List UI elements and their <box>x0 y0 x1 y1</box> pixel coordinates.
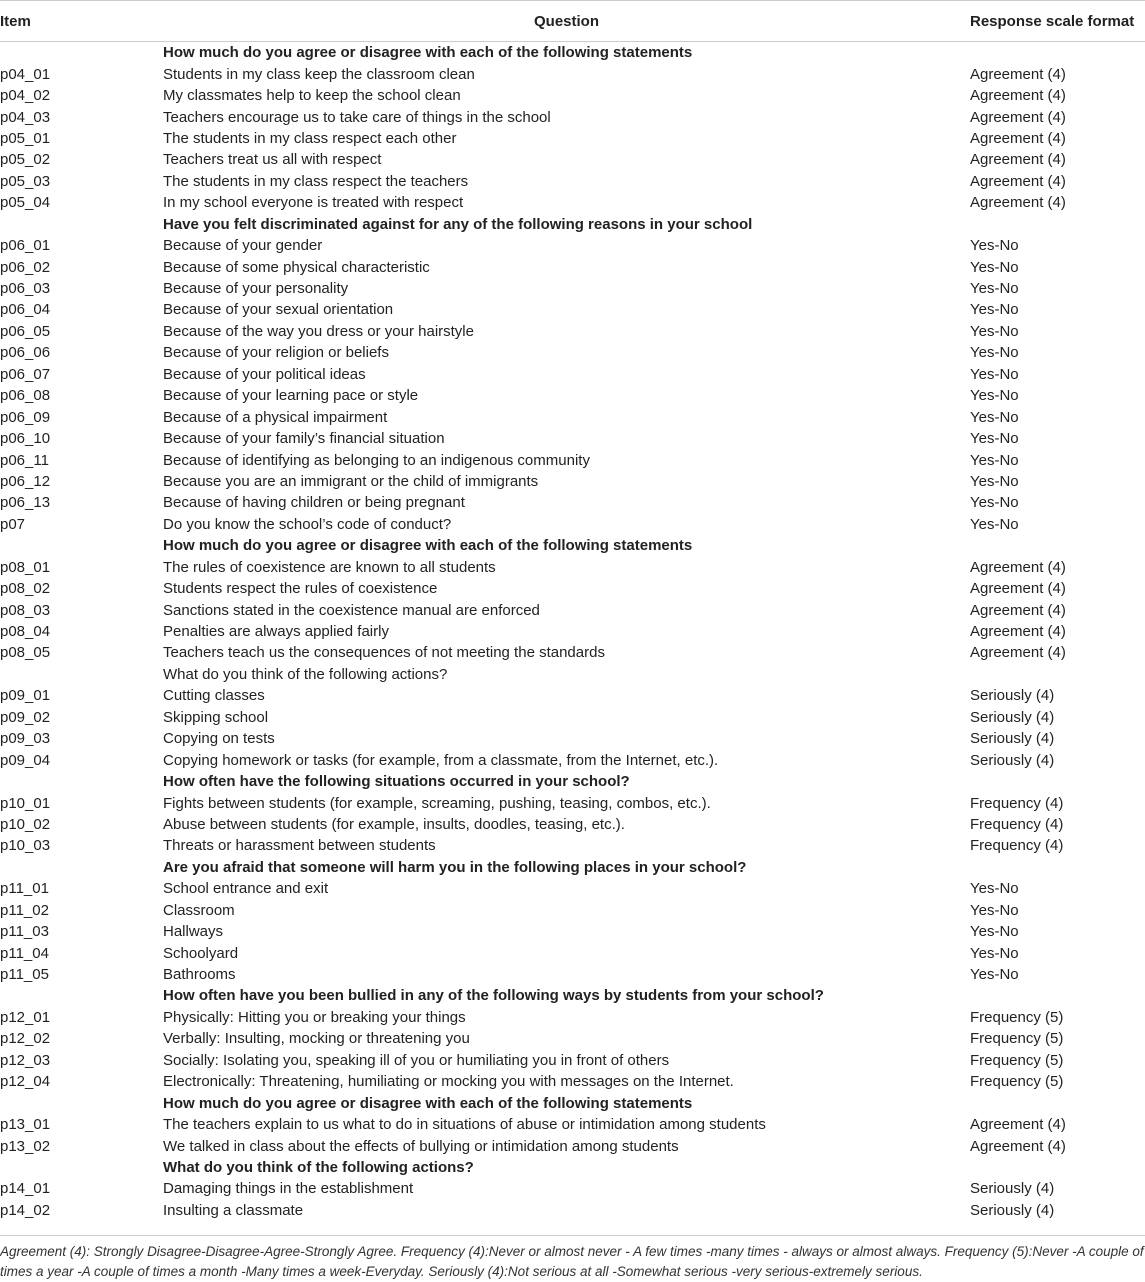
item-cell: p06_06 <box>0 344 51 362</box>
question-cell: Socially: Isolating you, speaking ill of you or humiliating you in front of others <box>163 1051 670 1069</box>
question-cell: Hallways <box>163 923 224 941</box>
item-cell: p12_01 <box>0 1008 51 1026</box>
question-cell: Are you afraid that someone will harm you in the following places in your school? <box>163 858 747 876</box>
item-cell: p05_03 <box>0 172 51 190</box>
item-cell <box>0 1092 163 1113</box>
table-row <box>0 1114 1145 1135</box>
table-row <box>0 707 1145 728</box>
table-row <box>0 878 1145 899</box>
item-cell: p06_08 <box>0 387 51 405</box>
scale-cell: Seriously (4) <box>970 730 1055 748</box>
question-cell: The students in my class respect the teachers <box>163 172 469 190</box>
question-cell: Threats or harassment between students <box>163 837 436 855</box>
item-cell: p08_03 <box>0 601 51 619</box>
scale-cell <box>970 535 1145 556</box>
table-row <box>0 385 1145 406</box>
table-row <box>0 449 1145 470</box>
scale-cell: Agreement (4) <box>970 601 1066 619</box>
table-bottom-rule <box>0 1235 1145 1236</box>
question-cell: Because of your religion or beliefs <box>163 344 389 362</box>
scale-cell <box>970 1157 1145 1178</box>
item-cell <box>0 42 163 64</box>
item-cell: p08_05 <box>0 644 51 662</box>
section-header-row <box>0 214 1145 235</box>
scale-cell: Yes-No <box>970 472 1019 490</box>
item-cell: p09_01 <box>0 687 51 705</box>
question-cell: Teachers teach us the consequences of not meeting the standards <box>163 644 605 662</box>
scale-cell: Agreement (4) <box>970 65 1066 83</box>
table-row <box>0 814 1145 835</box>
table-row <box>0 942 1145 963</box>
item-cell: p08_02 <box>0 580 51 598</box>
question-cell: Because of your political ideas <box>163 365 366 383</box>
scale-cell: Agreement (4) <box>970 623 1066 641</box>
table-row <box>0 1135 1145 1156</box>
item-cell: p09_02 <box>0 708 51 726</box>
scale-cell: Yes-No <box>970 301 1019 319</box>
item-cell <box>0 535 163 556</box>
table-row <box>0 664 1145 685</box>
table-footnote: Agreement (4): Strongly Disagree-Disagree-Agree-Strongly Agree. Frequency (4):Never or almost never - A few times -many times - always or almost always. Frequency (5):Never -A couple of times a year -A couple of times a month -Many times a week-Everyday. Seriously (4):Not serious at all -Somewhat serious -very serious-extremely serious. <box>0 1244 1144 1279</box>
table-row <box>0 299 1145 320</box>
section-header-row <box>0 985 1145 1006</box>
item-cell <box>0 857 163 878</box>
scale-cell: Seriously (4) <box>970 751 1055 769</box>
table-row <box>0 599 1145 620</box>
section-header-row <box>0 857 1145 878</box>
table-row <box>0 749 1145 770</box>
item-cell: p09_03 <box>0 730 51 748</box>
item-cell <box>0 214 163 235</box>
item-cell: p05_01 <box>0 129 51 147</box>
table-row <box>0 1178 1145 1199</box>
scale-cell: Agreement (4) <box>970 87 1066 105</box>
question-cell: Because of some physical characteristic <box>163 258 430 276</box>
question-cell: Because of your learning pace or style <box>163 387 419 405</box>
table-row <box>0 728 1145 749</box>
scale-cell: Agreement (4) <box>970 580 1066 598</box>
question-cell: Because of your gender <box>163 237 323 255</box>
question-cell: Sanctions stated in the coexistence manual are enforced <box>163 601 540 619</box>
item-cell: p14_02 <box>0 1201 51 1219</box>
question-cell: Insulting a classmate <box>163 1201 304 1219</box>
item-cell: p11_05 <box>0 966 49 984</box>
scale-cell: Agreement (4) <box>970 194 1066 212</box>
question-cell: Verbally: Insulting, mocking or threatening you <box>163 1030 470 1048</box>
question-cell: Skipping school <box>163 708 269 726</box>
item-cell <box>0 1157 163 1178</box>
scale-cell: Yes-No <box>970 966 1019 984</box>
section-header-row <box>0 1092 1145 1113</box>
table-body <box>0 42 1145 1224</box>
item-cell: p06_10 <box>0 430 51 448</box>
item-cell: p06_04 <box>0 301 51 319</box>
question-cell: Bathrooms <box>163 966 236 984</box>
question-cell: How much do you agree or disagree with each of the following statements <box>163 537 693 555</box>
question-cell: Copying homework or tasks (for example, from a classmate, from the Internet, etc.). <box>163 751 719 769</box>
item-cell: p11_01 <box>0 880 49 898</box>
header-scale: Response scale format <box>970 1 1145 42</box>
item-cell: p13_02 <box>0 1137 51 1155</box>
scale-cell <box>970 1092 1145 1113</box>
scale-cell: Yes-No <box>970 387 1019 405</box>
item-cell: p05_04 <box>0 194 51 212</box>
scale-cell: Yes-No <box>970 515 1019 533</box>
question-cell: Teachers treat us all with respect <box>163 151 382 169</box>
question-cell: Because of your personality <box>163 280 349 298</box>
item-cell: p08_01 <box>0 558 51 576</box>
item-cell: p10_01 <box>0 794 51 812</box>
section-header-row <box>0 1157 1145 1178</box>
question-cell: Abuse between students (for example, insults, doodles, teasing, etc.). <box>163 815 625 833</box>
table-row <box>0 128 1145 149</box>
scale-cell: Seriously (4) <box>970 687 1055 705</box>
table-row <box>0 364 1145 385</box>
item-cell: p06_05 <box>0 322 51 340</box>
scale-cell: Yes-No <box>970 430 1019 448</box>
scale-cell: Agreement (4) <box>970 129 1066 147</box>
question-cell: Because you are an immigrant or the child of immigrants <box>163 472 539 490</box>
table-row <box>0 342 1145 363</box>
scale-cell: Yes-No <box>970 408 1019 426</box>
table-row <box>0 406 1145 427</box>
table-row <box>0 428 1145 449</box>
question-cell: How much do you agree or disagree with each of the following statements <box>163 44 693 62</box>
item-cell: p06_11 <box>0 451 49 469</box>
item-cell: p06_02 <box>0 258 51 276</box>
table-row <box>0 63 1145 84</box>
scale-cell: Yes-No <box>970 322 1019 340</box>
item-cell: p06_03 <box>0 280 51 298</box>
question-cell: What do you think of the following actions? <box>163 1158 474 1176</box>
scale-cell: Frequency (5) <box>970 1030 1064 1048</box>
question-cell: Penalties are always applied fairly <box>163 623 389 641</box>
question-cell: Because of the way you dress or your hairstyle <box>163 322 474 340</box>
scale-cell: Yes-No <box>970 944 1019 962</box>
table-row <box>0 964 1145 985</box>
question-cell: How often have the following situations occurred in your school? <box>163 773 630 791</box>
question-cell: Because of having children or being pregnant <box>163 494 465 512</box>
table-row <box>0 642 1145 663</box>
question-cell: Schoolyard <box>163 944 239 962</box>
scale-cell <box>970 985 1145 1006</box>
scale-cell: Agreement (4) <box>970 1116 1066 1134</box>
item-cell <box>0 771 163 792</box>
table-row <box>0 321 1145 342</box>
scale-cell: Yes-No <box>970 365 1019 383</box>
item-cell: p04_01 <box>0 65 51 83</box>
item-cell: p06_09 <box>0 408 51 426</box>
table-row <box>0 557 1145 578</box>
section-header-row <box>0 42 1145 64</box>
item-cell: p04_03 <box>0 108 51 126</box>
scale-cell: Seriously (4) <box>970 1180 1055 1198</box>
question-cell: My classmates help to keep the school clean <box>163 87 461 105</box>
scale-cell: Yes-No <box>970 280 1019 298</box>
item-cell: p12_03 <box>0 1051 51 1069</box>
scale-cell: Yes-No <box>970 923 1019 941</box>
item-cell: p07 <box>0 515 26 533</box>
table-row <box>0 514 1145 535</box>
item-cell: p09_04 <box>0 751 51 769</box>
question-cell: The rules of coexistence are known to all students <box>163 558 496 576</box>
question-cell: What do you think of the following actions? <box>163 665 448 683</box>
table-row <box>0 256 1145 277</box>
question-cell: Physically: Hitting you or breaking your things <box>163 1008 466 1026</box>
section-header-row <box>0 535 1145 556</box>
table-row <box>0 235 1145 256</box>
item-cell: p06_12 <box>0 472 51 490</box>
item-cell: p11_03 <box>0 923 49 941</box>
scale-cell <box>970 771 1145 792</box>
table-row <box>0 171 1145 192</box>
table-row <box>0 471 1145 492</box>
section-header-row <box>0 771 1145 792</box>
table-row <box>0 149 1145 170</box>
scale-cell: Seriously (4) <box>970 1201 1055 1219</box>
scale-cell: Agreement (4) <box>970 108 1066 126</box>
scale-cell: Frequency (5) <box>970 1073 1064 1091</box>
question-cell: How much do you agree or disagree with each of the following statements <box>163 1094 693 1112</box>
table-row <box>0 578 1145 599</box>
scale-cell <box>970 214 1145 235</box>
question-cell: Fights between students (for example, screaming, pushing, teasing, combos, etc.). <box>163 794 711 812</box>
question-cell: How often have you been bullied in any of the following ways by students from your school? <box>163 987 824 1005</box>
header-question: Question <box>163 1 970 42</box>
item-cell: p06_01 <box>0 237 51 255</box>
item-cell: p06_07 <box>0 365 51 383</box>
question-cell: Classroom <box>163 901 235 919</box>
question-cell: Have you felt discriminated against for any of the following reasons in your school <box>163 215 753 233</box>
table-row <box>0 1007 1145 1028</box>
question-cell: Teachers encourage us to take care of things in the school <box>163 108 551 126</box>
question-cell: Because of a physical impairment <box>163 408 388 426</box>
scale-cell: Yes-No <box>970 344 1019 362</box>
table-row <box>0 192 1145 213</box>
scale-cell: Frequency (4) <box>970 815 1064 833</box>
item-cell: p12_02 <box>0 1030 51 1048</box>
table-row <box>0 921 1145 942</box>
item-cell: p11_04 <box>0 944 49 962</box>
scale-cell: Yes-No <box>970 451 1019 469</box>
question-cell: Students in my class keep the classroom clean <box>163 65 475 83</box>
question-cell: In my school everyone is treated with respect <box>163 194 464 212</box>
header-row <box>0 1 1145 42</box>
scale-cell: Yes-No <box>970 237 1019 255</box>
table-row <box>0 106 1145 127</box>
item-cell: p06_13 <box>0 494 51 512</box>
question-cell: School entrance and exit <box>163 880 329 898</box>
item-cell <box>0 664 163 685</box>
table-row <box>0 1200 1145 1223</box>
item-cell: p14_01 <box>0 1180 51 1198</box>
scale-cell: Frequency (5) <box>970 1051 1064 1069</box>
table-row <box>0 1071 1145 1092</box>
scale-cell: Agreement (4) <box>970 558 1066 576</box>
table-header <box>0 1 1145 42</box>
item-cell <box>0 985 163 1006</box>
scale-cell: Yes-No <box>970 880 1019 898</box>
question-cell: Damaging things in the establishment <box>163 1180 414 1198</box>
header-item: Item <box>0 1 163 42</box>
question-cell: The teachers explain to us what to do in situations of abuse or intimidation among students <box>163 1116 766 1134</box>
scale-cell <box>970 42 1145 64</box>
scale-cell: Agreement (4) <box>970 644 1066 662</box>
scale-cell: Agreement (4) <box>970 1137 1066 1155</box>
item-cell: p10_02 <box>0 815 51 833</box>
scale-cell: Seriously (4) <box>970 708 1055 726</box>
scale-cell: Yes-No <box>970 901 1019 919</box>
item-cell: p05_02 <box>0 151 51 169</box>
table-row <box>0 835 1145 856</box>
question-cell: Do you know the school’s code of conduct? <box>163 515 452 533</box>
question-cell: Cutting classes <box>163 687 265 705</box>
question-cell: Because of identifying as belonging to an indigenous community <box>163 451 590 469</box>
item-cell: p04_02 <box>0 87 51 105</box>
table-row <box>0 792 1145 813</box>
scale-cell <box>970 664 1145 685</box>
item-cell: p10_03 <box>0 837 51 855</box>
table-row <box>0 492 1145 513</box>
scale-cell: Yes-No <box>970 258 1019 276</box>
item-cell: p12_04 <box>0 1073 51 1091</box>
table-row <box>0 1028 1145 1049</box>
scale-cell: Frequency (5) <box>970 1008 1064 1026</box>
scale-cell <box>970 857 1145 878</box>
scale-cell: Frequency (4) <box>970 837 1064 855</box>
item-cell: p08_04 <box>0 623 51 641</box>
scale-cell: Agreement (4) <box>970 172 1066 190</box>
table-row <box>0 85 1145 106</box>
question-cell: The students in my class respect each other <box>163 129 457 147</box>
table-row <box>0 900 1145 921</box>
item-cell: p11_02 <box>0 901 49 919</box>
table-row <box>0 278 1145 299</box>
question-cell: Students respect the rules of coexistence <box>163 580 438 598</box>
question-cell: We talked in class about the effects of bullying or intimidation among students <box>163 1137 679 1155</box>
question-cell: Because of your sexual orientation <box>163 301 394 319</box>
question-cell: Copying on tests <box>163 730 275 748</box>
item-cell: p13_01 <box>0 1116 51 1134</box>
scale-cell: Yes-No <box>970 494 1019 512</box>
question-cell: Because of your family’s financial situation <box>163 430 445 448</box>
scale-cell: Frequency (4) <box>970 794 1064 812</box>
question-cell: Electronically: Threatening, humiliating or mocking you with messages on the Internet. <box>163 1073 734 1091</box>
table-row <box>0 685 1145 706</box>
scale-cell: Agreement (4) <box>970 151 1066 169</box>
table-row <box>0 1050 1145 1071</box>
table-row <box>0 621 1145 642</box>
